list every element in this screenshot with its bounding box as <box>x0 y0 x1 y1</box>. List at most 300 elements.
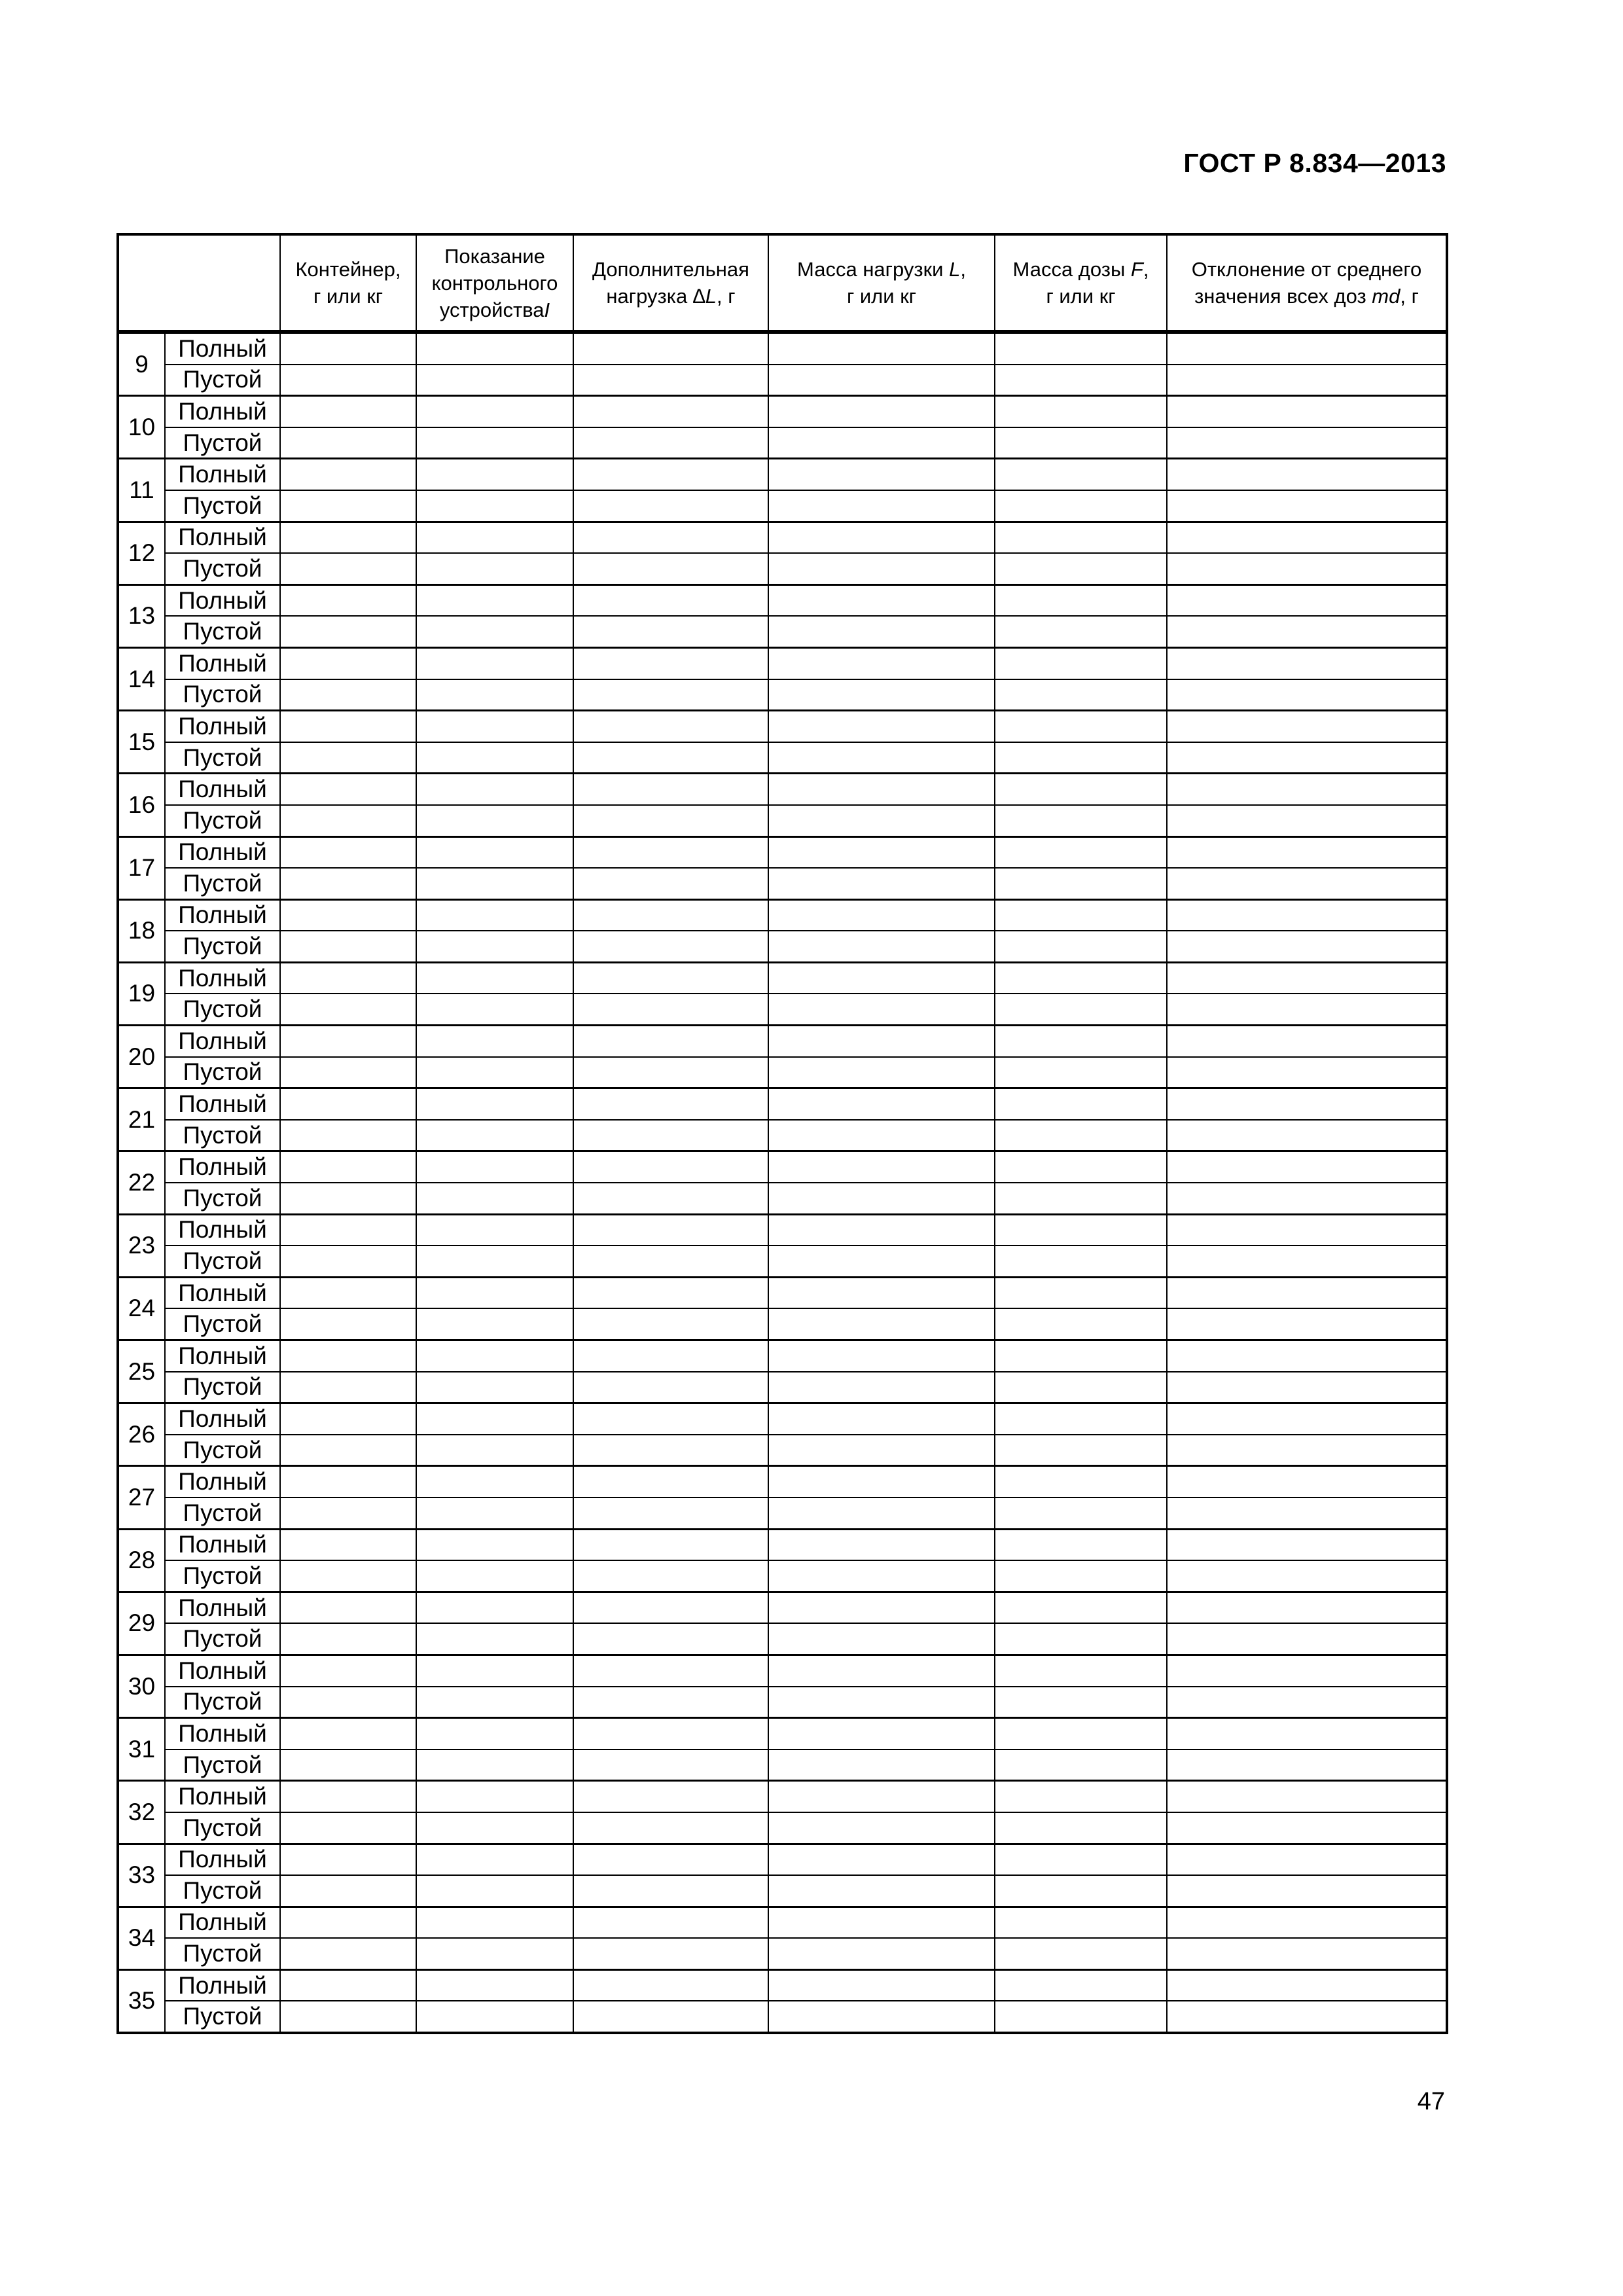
row-number: 10 <box>118 396 165 459</box>
state-full-label: Полный <box>165 1277 280 1308</box>
table-row <box>118 1340 1447 1372</box>
empty-value-cell <box>1167 427 1447 459</box>
empty-value-cell <box>768 1655 995 1686</box>
empty-value-cell <box>1167 1277 1447 1308</box>
row-number: 28 <box>118 1529 165 1592</box>
row-number: 29 <box>118 1592 165 1655</box>
empty-value-cell <box>573 679 768 711</box>
empty-value-cell <box>1167 774 1447 805</box>
empty-value-cell <box>995 742 1167 774</box>
empty-value-cell <box>416 365 573 396</box>
empty-value-cell <box>573 1277 768 1308</box>
empty-value-cell <box>768 1844 995 1875</box>
empty-value-cell <box>995 1875 1167 1907</box>
empty-value-cell <box>280 584 416 616</box>
empty-value-cell <box>416 1812 573 1844</box>
empty-value-cell <box>416 1498 573 1529</box>
empty-value-cell <box>995 427 1167 459</box>
empty-value-cell <box>768 1403 995 1435</box>
empty-value-cell <box>573 1655 768 1686</box>
empty-value-cell <box>768 1529 995 1560</box>
state-empty-label: Пустой <box>165 1623 280 1655</box>
empty-value-cell <box>768 1875 995 1907</box>
table-row <box>118 1812 1447 1844</box>
empty-value-cell <box>573 1088 768 1120</box>
empty-value-cell <box>1167 1749 1447 1781</box>
empty-value-cell <box>768 1466 995 1498</box>
document-standard-header: ГОСТ Р 8.834—2013 <box>1183 148 1446 178</box>
header-load-mass: Масса нагрузки L, г или кг <box>768 234 995 332</box>
empty-value-cell <box>573 522 768 553</box>
empty-value-cell <box>280 1938 416 1969</box>
table-row <box>118 1781 1447 1812</box>
empty-value-cell <box>768 1623 995 1655</box>
empty-value-cell <box>416 1277 573 1308</box>
empty-value-cell <box>995 1938 1167 1969</box>
empty-value-cell <box>416 1655 573 1686</box>
empty-value-cell <box>416 931 573 962</box>
empty-value-cell <box>1167 1183 1447 1214</box>
state-full-label: Полный <box>165 1026 280 1057</box>
empty-value-cell <box>416 616 573 647</box>
empty-value-cell <box>768 1560 995 1592</box>
empty-value-cell <box>573 1907 768 1938</box>
table-body <box>118 332 1447 2033</box>
empty-value-cell <box>1167 679 1447 711</box>
empty-value-cell <box>280 1781 416 1812</box>
empty-value-cell <box>416 459 573 490</box>
state-empty-label: Пустой <box>165 1308 280 1340</box>
header-deviation: Отклонение от среднего значения всех доз md, г <box>1167 234 1447 332</box>
empty-value-cell <box>1167 962 1447 994</box>
empty-value-cell <box>573 1120 768 1151</box>
empty-value-cell <box>573 1718 768 1749</box>
row-number: 26 <box>118 1403 165 1466</box>
empty-value-cell <box>280 1844 416 1875</box>
empty-value-cell <box>1167 1938 1447 1969</box>
empty-value-cell <box>280 1246 416 1277</box>
empty-value-cell <box>280 1718 416 1749</box>
empty-value-cell <box>280 1812 416 1844</box>
empty-value-cell <box>573 1875 768 1907</box>
row-number: 14 <box>118 647 165 710</box>
state-empty-label: Пустой <box>165 805 280 836</box>
empty-value-cell <box>768 679 995 711</box>
empty-value-cell <box>280 459 416 490</box>
empty-value-cell <box>995 1844 1167 1875</box>
empty-value-cell <box>1167 1372 1447 1403</box>
empty-value-cell <box>416 1026 573 1057</box>
empty-value-cell <box>768 1057 995 1088</box>
table-row <box>118 1844 1447 1875</box>
empty-value-cell <box>573 1340 768 1372</box>
row-number: 9 <box>118 332 165 396</box>
empty-value-cell <box>280 396 416 427</box>
state-full-label: Полный <box>165 1340 280 1372</box>
empty-value-cell <box>573 647 768 679</box>
empty-value-cell <box>1167 1088 1447 1120</box>
state-full-label: Полный <box>165 1592 280 1623</box>
table-row <box>118 962 1447 994</box>
empty-value-cell <box>1167 332 1447 365</box>
table-row <box>118 1655 1447 1686</box>
empty-value-cell <box>995 1435 1167 1466</box>
state-full-label: Полный <box>165 711 280 742</box>
empty-value-cell <box>1167 647 1447 679</box>
empty-value-cell <box>416 647 573 679</box>
empty-value-cell <box>280 962 416 994</box>
row-number: 12 <box>118 522 165 584</box>
header-container: Контейнер, г или кг <box>280 234 416 332</box>
state-empty-label: Пустой <box>165 490 280 522</box>
state-empty-label: Пустой <box>165 1560 280 1592</box>
empty-value-cell <box>768 616 995 647</box>
table-row <box>118 459 1447 490</box>
empty-value-cell <box>573 1214 768 1246</box>
empty-value-cell <box>1167 1781 1447 1812</box>
empty-value-cell <box>280 1435 416 1466</box>
state-full-label: Полный <box>165 1151 280 1183</box>
empty-value-cell <box>416 994 573 1025</box>
empty-value-cell <box>573 1372 768 1403</box>
table-row <box>118 774 1447 805</box>
empty-value-cell <box>416 1875 573 1907</box>
state-empty-label: Пустой <box>165 1183 280 1214</box>
empty-value-cell <box>573 1687 768 1718</box>
empty-value-cell <box>416 1623 573 1655</box>
empty-value-cell <box>995 679 1167 711</box>
empty-value-cell <box>416 1183 573 1214</box>
empty-value-cell <box>280 522 416 553</box>
empty-value-cell <box>1167 1435 1447 1466</box>
empty-value-cell <box>995 332 1167 365</box>
empty-value-cell <box>573 711 768 742</box>
table-row <box>118 1749 1447 1781</box>
empty-value-cell <box>768 553 995 584</box>
empty-value-cell <box>995 1529 1167 1560</box>
empty-value-cell <box>995 1057 1167 1088</box>
empty-value-cell <box>1167 1623 1447 1655</box>
empty-value-cell <box>995 396 1167 427</box>
empty-value-cell <box>416 1435 573 1466</box>
empty-value-cell <box>280 836 416 868</box>
empty-value-cell <box>416 1844 573 1875</box>
table-row <box>118 679 1447 711</box>
empty-value-cell <box>1167 805 1447 836</box>
empty-value-cell <box>768 1308 995 1340</box>
empty-value-cell <box>768 962 995 994</box>
row-number: 17 <box>118 836 165 899</box>
row-number: 30 <box>118 1655 165 1717</box>
empty-value-cell <box>573 868 768 899</box>
empty-value-cell <box>280 1529 416 1560</box>
empty-value-cell <box>1167 899 1447 931</box>
state-empty-label: Пустой <box>165 553 280 584</box>
empty-value-cell <box>1167 1592 1447 1623</box>
empty-value-cell <box>768 899 995 931</box>
empty-value-cell <box>280 1687 416 1718</box>
empty-value-cell <box>768 1718 995 1749</box>
state-full-label: Полный <box>165 1403 280 1435</box>
empty-value-cell <box>280 1277 416 1308</box>
state-empty-label: Пустой <box>165 1938 280 1969</box>
measurement-table <box>116 233 1448 2034</box>
empty-value-cell <box>416 332 573 365</box>
empty-value-cell <box>416 1938 573 1969</box>
table-row <box>118 365 1447 396</box>
empty-value-cell <box>995 836 1167 868</box>
empty-value-cell <box>768 1592 995 1623</box>
empty-value-cell <box>995 1372 1167 1403</box>
empty-value-cell <box>995 584 1167 616</box>
empty-value-cell <box>1167 1308 1447 1340</box>
empty-value-cell <box>1167 584 1447 616</box>
empty-value-cell <box>416 711 573 742</box>
empty-value-cell <box>1167 994 1447 1025</box>
empty-value-cell <box>416 1246 573 1277</box>
empty-value-cell <box>280 679 416 711</box>
empty-value-cell <box>1167 1214 1447 1246</box>
empty-value-cell <box>416 805 573 836</box>
empty-value-cell <box>573 365 768 396</box>
empty-value-cell <box>280 616 416 647</box>
empty-value-cell <box>573 1938 768 1969</box>
empty-value-cell <box>280 774 416 805</box>
empty-value-cell <box>280 868 416 899</box>
table-row <box>118 742 1447 774</box>
empty-value-cell <box>416 679 573 711</box>
empty-value-cell <box>768 774 995 805</box>
state-full-label: Полный <box>165 1655 280 1686</box>
row-number: 22 <box>118 1151 165 1214</box>
empty-value-cell <box>768 836 995 868</box>
empty-value-cell <box>280 427 416 459</box>
empty-value-cell <box>995 1340 1167 1372</box>
state-full-label: Полный <box>165 836 280 868</box>
empty-value-cell <box>1167 1812 1447 1844</box>
state-full-label: Полный <box>165 1781 280 1812</box>
empty-value-cell <box>573 774 768 805</box>
empty-value-cell <box>768 1088 995 1120</box>
state-empty-label: Пустой <box>165 1749 280 1781</box>
empty-value-cell <box>995 1026 1167 1057</box>
empty-value-cell <box>573 1592 768 1623</box>
state-full-label: Полный <box>165 1214 280 1246</box>
empty-value-cell <box>573 1057 768 1088</box>
empty-value-cell <box>995 1781 1167 1812</box>
empty-value-cell <box>573 1183 768 1214</box>
table-row <box>118 711 1447 742</box>
empty-value-cell <box>573 396 768 427</box>
table-row <box>118 616 1447 647</box>
empty-value-cell <box>573 1560 768 1592</box>
empty-value-cell <box>416 962 573 994</box>
empty-value-cell <box>573 490 768 522</box>
empty-value-cell <box>416 396 573 427</box>
empty-value-cell <box>995 522 1167 553</box>
empty-value-cell <box>1167 1969 1447 2001</box>
header-additional-load: Дополнительная нагрузка ∆L, г <box>573 234 768 332</box>
empty-value-cell <box>768 332 995 365</box>
empty-value-cell <box>995 459 1167 490</box>
table-row <box>118 1120 1447 1151</box>
empty-value-cell <box>573 1246 768 1277</box>
empty-value-cell <box>995 711 1167 742</box>
empty-value-cell <box>280 1592 416 1623</box>
empty-value-cell <box>573 1969 768 2001</box>
empty-value-cell <box>573 1844 768 1875</box>
state-empty-label: Пустой <box>165 1875 280 1907</box>
empty-value-cell <box>573 1466 768 1498</box>
row-number: 16 <box>118 774 165 836</box>
empty-value-cell <box>573 899 768 931</box>
empty-value-cell <box>1167 1151 1447 1183</box>
row-number: 34 <box>118 1907 165 1969</box>
table-row <box>118 584 1447 616</box>
empty-value-cell <box>573 427 768 459</box>
empty-value-cell <box>573 1151 768 1183</box>
table-row <box>118 1372 1447 1403</box>
empty-value-cell <box>416 836 573 868</box>
table-row <box>118 1560 1447 1592</box>
table-row <box>118 1529 1447 1560</box>
empty-value-cell <box>1167 1498 1447 1529</box>
empty-value-cell <box>280 1560 416 1592</box>
empty-value-cell <box>416 1969 573 2001</box>
empty-value-cell <box>573 931 768 962</box>
empty-value-cell <box>768 1277 995 1308</box>
header-dose-mass: Масса дозы F, г или кг <box>995 234 1167 332</box>
empty-value-cell <box>1167 1907 1447 1938</box>
row-number: 21 <box>118 1088 165 1151</box>
empty-value-cell <box>768 1498 995 1529</box>
empty-value-cell <box>1167 490 1447 522</box>
table-row <box>118 1687 1447 1718</box>
empty-value-cell <box>416 774 573 805</box>
state-full-label: Полный <box>165 962 280 994</box>
header-control-reading: Показание контрольного устройстваI <box>416 234 573 332</box>
empty-value-cell <box>1167 1403 1447 1435</box>
empty-value-cell <box>280 1403 416 1435</box>
empty-value-cell <box>416 553 573 584</box>
empty-value-cell <box>768 994 995 1025</box>
empty-value-cell <box>768 584 995 616</box>
empty-value-cell <box>995 2001 1167 2033</box>
table-row <box>118 1183 1447 1214</box>
empty-value-cell <box>1167 931 1447 962</box>
table-row <box>118 1623 1447 1655</box>
empty-value-cell <box>995 868 1167 899</box>
empty-value-cell <box>416 1120 573 1151</box>
state-empty-label: Пустой <box>165 1246 280 1277</box>
empty-value-cell <box>768 1812 995 1844</box>
table-header-row <box>118 234 1447 332</box>
empty-value-cell <box>280 1214 416 1246</box>
table-row <box>118 1403 1447 1435</box>
empty-value-cell <box>1167 1560 1447 1592</box>
state-full-label: Полный <box>165 459 280 490</box>
row-number: 31 <box>118 1718 165 1781</box>
row-number: 15 <box>118 711 165 774</box>
empty-value-cell <box>416 1372 573 1403</box>
table-row <box>118 1088 1447 1120</box>
empty-value-cell <box>995 1812 1167 1844</box>
empty-value-cell <box>768 490 995 522</box>
empty-value-cell <box>573 616 768 647</box>
empty-value-cell <box>995 1466 1167 1498</box>
empty-value-cell <box>416 1907 573 1938</box>
state-empty-label: Пустой <box>165 365 280 396</box>
empty-value-cell <box>1167 1466 1447 1498</box>
table-row <box>118 1466 1447 1498</box>
empty-value-cell <box>995 1907 1167 1938</box>
empty-value-cell <box>416 868 573 899</box>
state-full-label: Полный <box>165 1969 280 2001</box>
empty-value-cell <box>416 427 573 459</box>
state-full-label: Полный <box>165 1718 280 1749</box>
state-empty-label: Пустой <box>165 427 280 459</box>
empty-value-cell <box>1167 1120 1447 1151</box>
empty-value-cell <box>1167 868 1447 899</box>
empty-value-cell <box>995 1403 1167 1435</box>
empty-value-cell <box>995 1749 1167 1781</box>
empty-value-cell <box>280 1151 416 1183</box>
empty-value-cell <box>573 1529 768 1560</box>
state-full-label: Полный <box>165 1844 280 1875</box>
state-full-label: Полный <box>165 584 280 616</box>
page-number: 47 <box>1417 2088 1445 2115</box>
empty-value-cell <box>573 1623 768 1655</box>
row-number: 25 <box>118 1340 165 1403</box>
empty-value-cell <box>995 1088 1167 1120</box>
empty-value-cell <box>768 1183 995 1214</box>
empty-value-cell <box>768 1969 995 2001</box>
empty-value-cell <box>573 1781 768 1812</box>
empty-value-cell <box>1167 1844 1447 1875</box>
empty-value-cell <box>416 522 573 553</box>
empty-value-cell <box>416 1529 573 1560</box>
empty-value-cell <box>1167 1718 1447 1749</box>
table-row <box>118 1246 1447 1277</box>
empty-value-cell <box>1167 1057 1447 1088</box>
empty-value-cell <box>768 647 995 679</box>
empty-value-cell <box>416 1749 573 1781</box>
empty-value-cell <box>280 332 416 365</box>
table-row <box>118 1592 1447 1623</box>
state-full-label: Полный <box>165 396 280 427</box>
table-row <box>118 553 1447 584</box>
table-row <box>118 490 1447 522</box>
empty-value-cell <box>280 1088 416 1120</box>
state-full-label: Полный <box>165 332 280 365</box>
empty-value-cell <box>995 1120 1167 1151</box>
table-row <box>118 1151 1447 1183</box>
empty-value-cell <box>1167 2001 1447 2033</box>
empty-value-cell <box>995 490 1167 522</box>
empty-value-cell <box>768 711 995 742</box>
empty-value-cell <box>280 647 416 679</box>
empty-value-cell <box>995 931 1167 962</box>
empty-value-cell <box>995 805 1167 836</box>
row-number: 11 <box>118 459 165 522</box>
empty-value-cell <box>768 1907 995 1938</box>
empty-value-cell <box>416 1687 573 1718</box>
empty-value-cell <box>768 931 995 962</box>
row-number: 24 <box>118 1277 165 1340</box>
empty-value-cell <box>1167 522 1447 553</box>
state-empty-label: Пустой <box>165 1687 280 1718</box>
row-number: 33 <box>118 1844 165 1907</box>
